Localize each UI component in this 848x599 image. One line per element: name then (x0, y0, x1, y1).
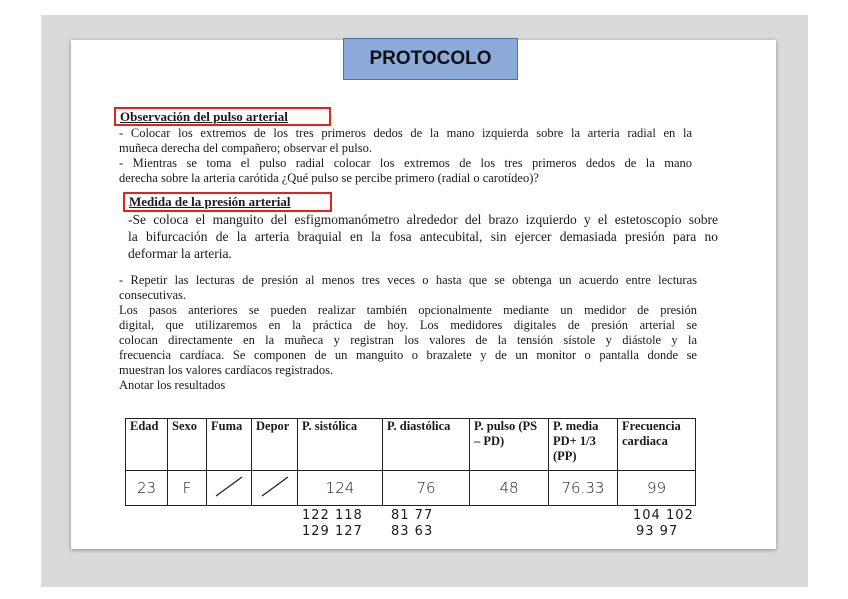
cell-frecuencia: 99 (618, 471, 696, 506)
paragraph-line-8: Anotar los resultados (119, 378, 226, 392)
paragraph-line-3: Los pasos anteriores se pueden realizar también opcionalmente mediante un medidor de presión (119, 303, 697, 317)
table-row (126, 471, 696, 506)
section2-line-1: -Se coloca el manguito del esfigmomanómetro alrededor del brazo izquierdo y el estetoscopio sobre (128, 212, 718, 227)
col-header-pulso: P. pulso (PS – PD) (470, 419, 549, 471)
col-header-sexo: Sexo (168, 419, 207, 471)
cell-fuma (207, 471, 252, 506)
handwritten-diastolica-2: 83 63 (391, 524, 434, 539)
cell-pulso: 48 (470, 471, 549, 506)
section1-line-2: muñeca derecha del compañero; observar el pulso. (119, 141, 373, 155)
cell-depor (252, 471, 298, 506)
handwritten-sistolica-2: 129 127 (302, 524, 363, 539)
cell-edad: 23 (126, 471, 168, 506)
paragraph-line-2: consecutivas. (119, 288, 186, 302)
col-header-frecuencia: Frecuencia cardiaca (618, 419, 696, 471)
section1-line-3: - Mientras se toma el pulso radial colocar los extremos de los tres primeros dedos de la mano (119, 156, 692, 170)
slash-mark-icon (212, 472, 246, 500)
section2-line-2: la bifurcación de la arteria braquial en la fosa antecubital, sin ejercer demasiada presión para no (128, 229, 718, 244)
col-header-fuma: Fuma (207, 419, 252, 471)
cell-diastolica: 76 (383, 471, 470, 506)
section2-line-3: deformar la arteria. (128, 246, 232, 261)
col-header-media: P. media PD+ 1/3 (PP) (549, 419, 618, 471)
handwritten-diastolica-1: 81 77 (391, 508, 434, 523)
slash-mark-icon (258, 472, 292, 500)
table-header-row (126, 419, 696, 471)
col-header-depor: Depor (252, 419, 298, 471)
handwritten-frecuencia-1: 104 102 (633, 508, 694, 523)
col-header-edad: Edad (126, 419, 168, 471)
section1-line-1: - Colocar los extremos de los tres primeros dedos de la mano izquierda sobre la arteria radial en la (119, 126, 692, 140)
section-heading-pulso: Observación del pulso arterial (114, 107, 331, 126)
cell-sexo: F (168, 471, 207, 506)
handwritten-frecuencia-2: 93 97 (636, 524, 679, 539)
paragraph-line-5: colocan directamente en la muñeca y registran los valores de la tensión sístole y diástole y la (119, 333, 697, 347)
paragraph-line-4: digital, que utilizaremos en la práctica de hoy. Los medidores digitales de presión arterial se (119, 318, 697, 332)
paragraph-line-6: frecuencia cardíaca. Se componen de un manguito o brazalete y de un monitor o pantalla donde se (119, 348, 697, 362)
col-header-sistolica: P. sistólica (298, 419, 383, 471)
cell-media: 76.33 (549, 471, 618, 506)
cell-sistolica: 124 (298, 471, 383, 506)
section1-line-4: derecha sobre la arteria carótida ¿Qué pulso se percibe primero (radial o carotídeo)? (119, 171, 539, 185)
handwritten-sistolica-1: 122 118 (302, 508, 363, 523)
paragraph-line-7: muestran los valores cardíacos registrados. (119, 363, 334, 377)
page-title: PROTOCOLO (343, 38, 518, 80)
paragraph-line-1: - Repetir las lecturas de presión al menos tres veces o hasta que se obtenga un acuerdo entre lecturas (119, 273, 697, 287)
results-table (125, 418, 696, 506)
col-header-diastolica: P. diastólica (383, 419, 470, 471)
section-heading-presion: Medida de la presión arterial (123, 192, 332, 212)
